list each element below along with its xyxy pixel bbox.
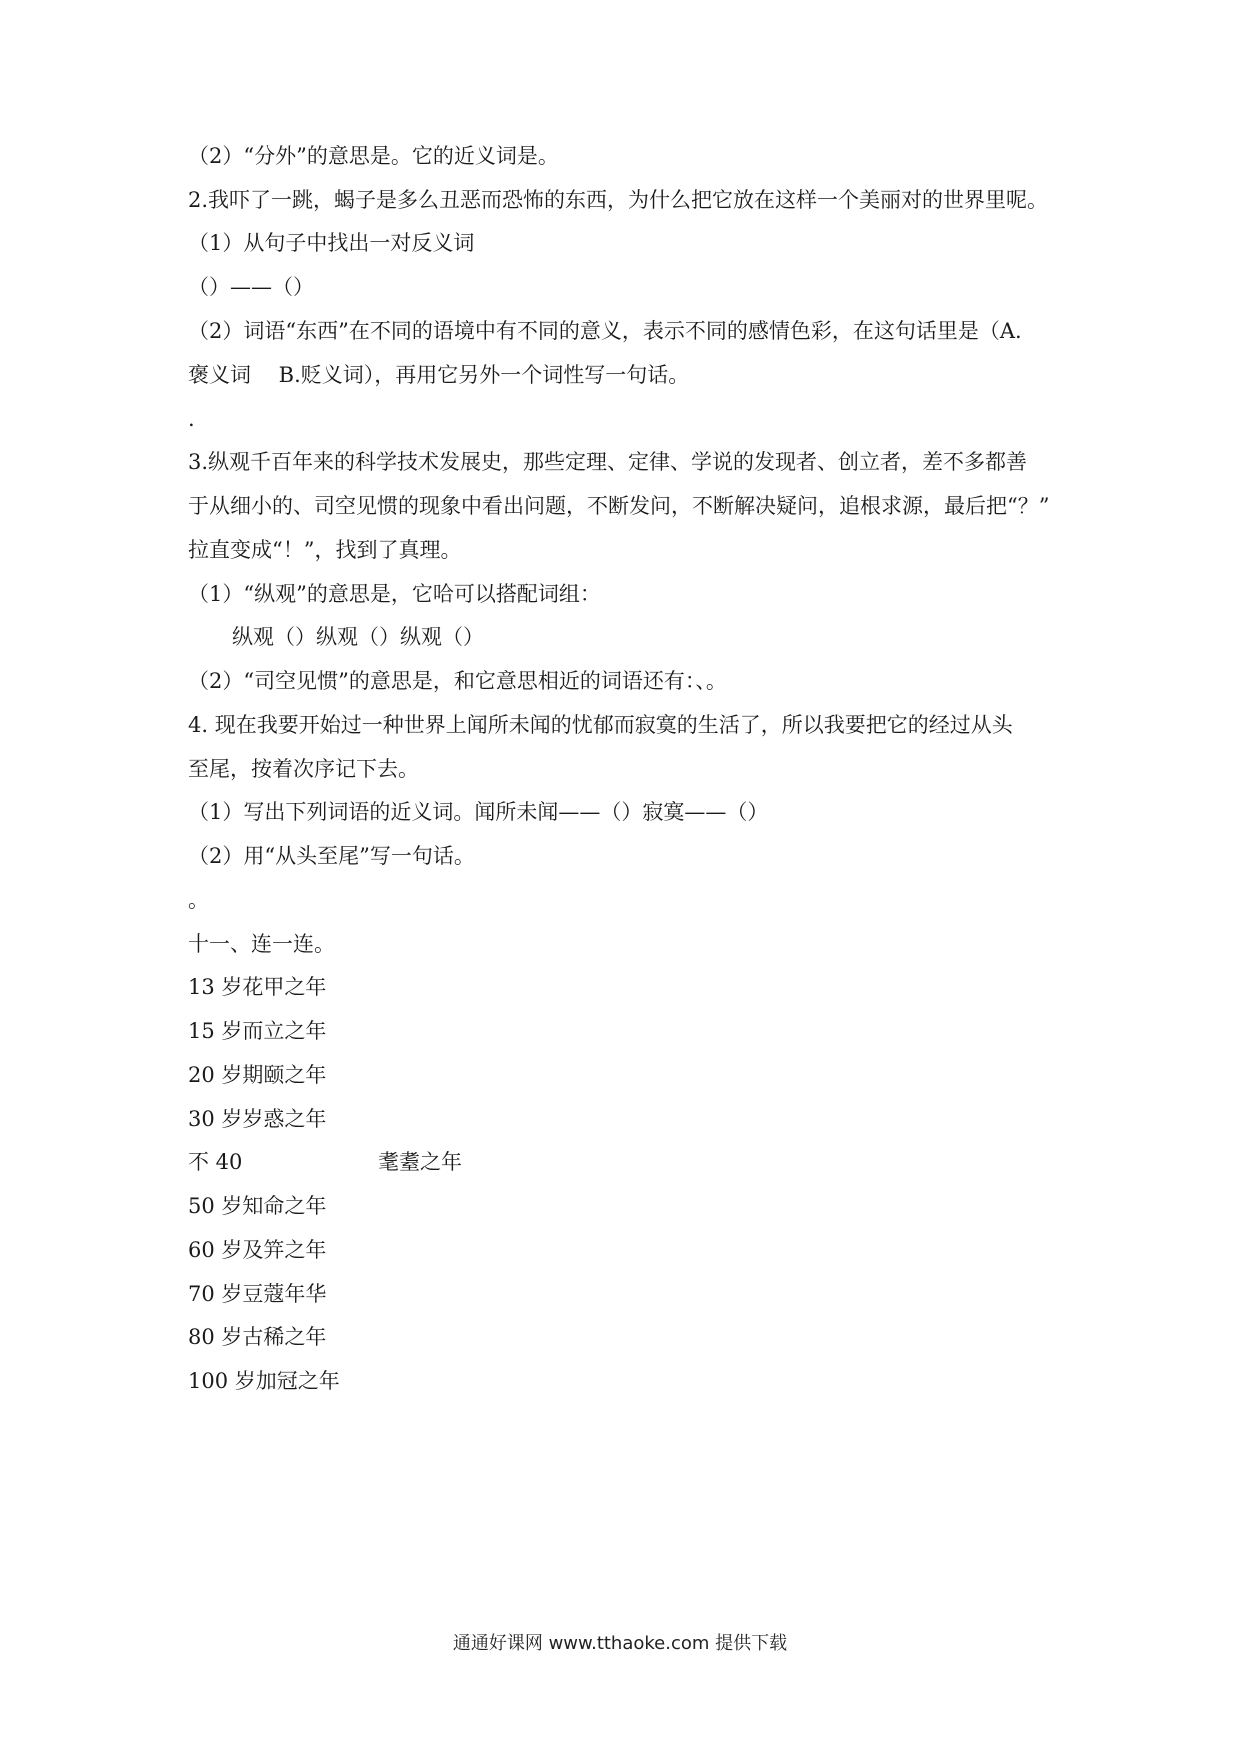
match-item: 13 岁花甲之年 [188, 975, 327, 999]
match-item: 30 岁岁惑之年 [188, 1107, 327, 1131]
text-line: 3.纵观千百年来的科学技术发展史，那些定理、定律、学说的发现者、创立者，差不多都善 [188, 450, 1028, 474]
match-item: 20 岁期颐之年 [188, 1063, 327, 1087]
text-line: 至尾，按着次序记下去。 [188, 757, 419, 781]
match-item: 不 40 [188, 1150, 243, 1174]
section-heading: 十一、连一连。 [188, 932, 335, 956]
text-line: （）——（） [188, 275, 314, 299]
text-line: . [188, 407, 195, 431]
match-item: 80 岁古稀之年 [188, 1325, 327, 1349]
text-line: （2）“司空见惯”的意思是，和它意思相近的词语还有：、。 [188, 669, 727, 693]
text-line: 褒义词 B.贬义词），再用它另外一个词性写一句话。 [188, 363, 690, 387]
text-line: （2）用“从头至尾”写一句话。 [188, 844, 475, 868]
match-item: 50 岁知命之年 [188, 1194, 327, 1218]
text-line: （1）“纵观”的意思是，它哈可以搭配词组： [188, 582, 601, 606]
text-line: 2.我吓了一跳，蝎子是多么丑恶而恐怖的东西，为什么把它放在这样一个美丽对的世界里呢。 [188, 188, 1049, 212]
match-item: 60 岁及笄之年 [188, 1238, 327, 1262]
text-line: 。 [188, 888, 209, 912]
text-line: 于从细小的、司空见惯的现象中看出问题，不断发问，不断解决疑问，追根求源，最后把“？” [188, 494, 1050, 518]
text-line: 纵观（）纵观（）纵观（） [232, 625, 484, 649]
page-footer: 通通好课网 www.tthaoke.com 提供下载 [452, 1633, 788, 1654]
text-line: （1）从句子中找出一对反义词 [188, 231, 475, 255]
match-item: 15 岁而立之年 [188, 1019, 327, 1043]
match-item: 70 岁豆蔻年华 [188, 1282, 327, 1306]
text-line: 拉直变成“！”，找到了真理。 [188, 538, 462, 562]
text-line: （2）词语“东西”在不同的语境中有不同的意义，表示不同的感情色彩，在这句话里是（A. [188, 319, 1022, 343]
match-item: 100 岁加冠之年 [188, 1369, 340, 1393]
text-line: （1）写出下列词语的近义词。闻所未闻——（）寂寞——（） [188, 800, 769, 824]
match-item-floating: 耄耋之年 [378, 1150, 462, 1174]
text-line: （2）“分外”的意思是。它的近义词是。 [188, 144, 559, 168]
text-line: 4. 现在我要开始过一种世界上闻所未闻的忧郁而寂寞的生活了，所以我要把它的经过从头 [188, 713, 1013, 737]
